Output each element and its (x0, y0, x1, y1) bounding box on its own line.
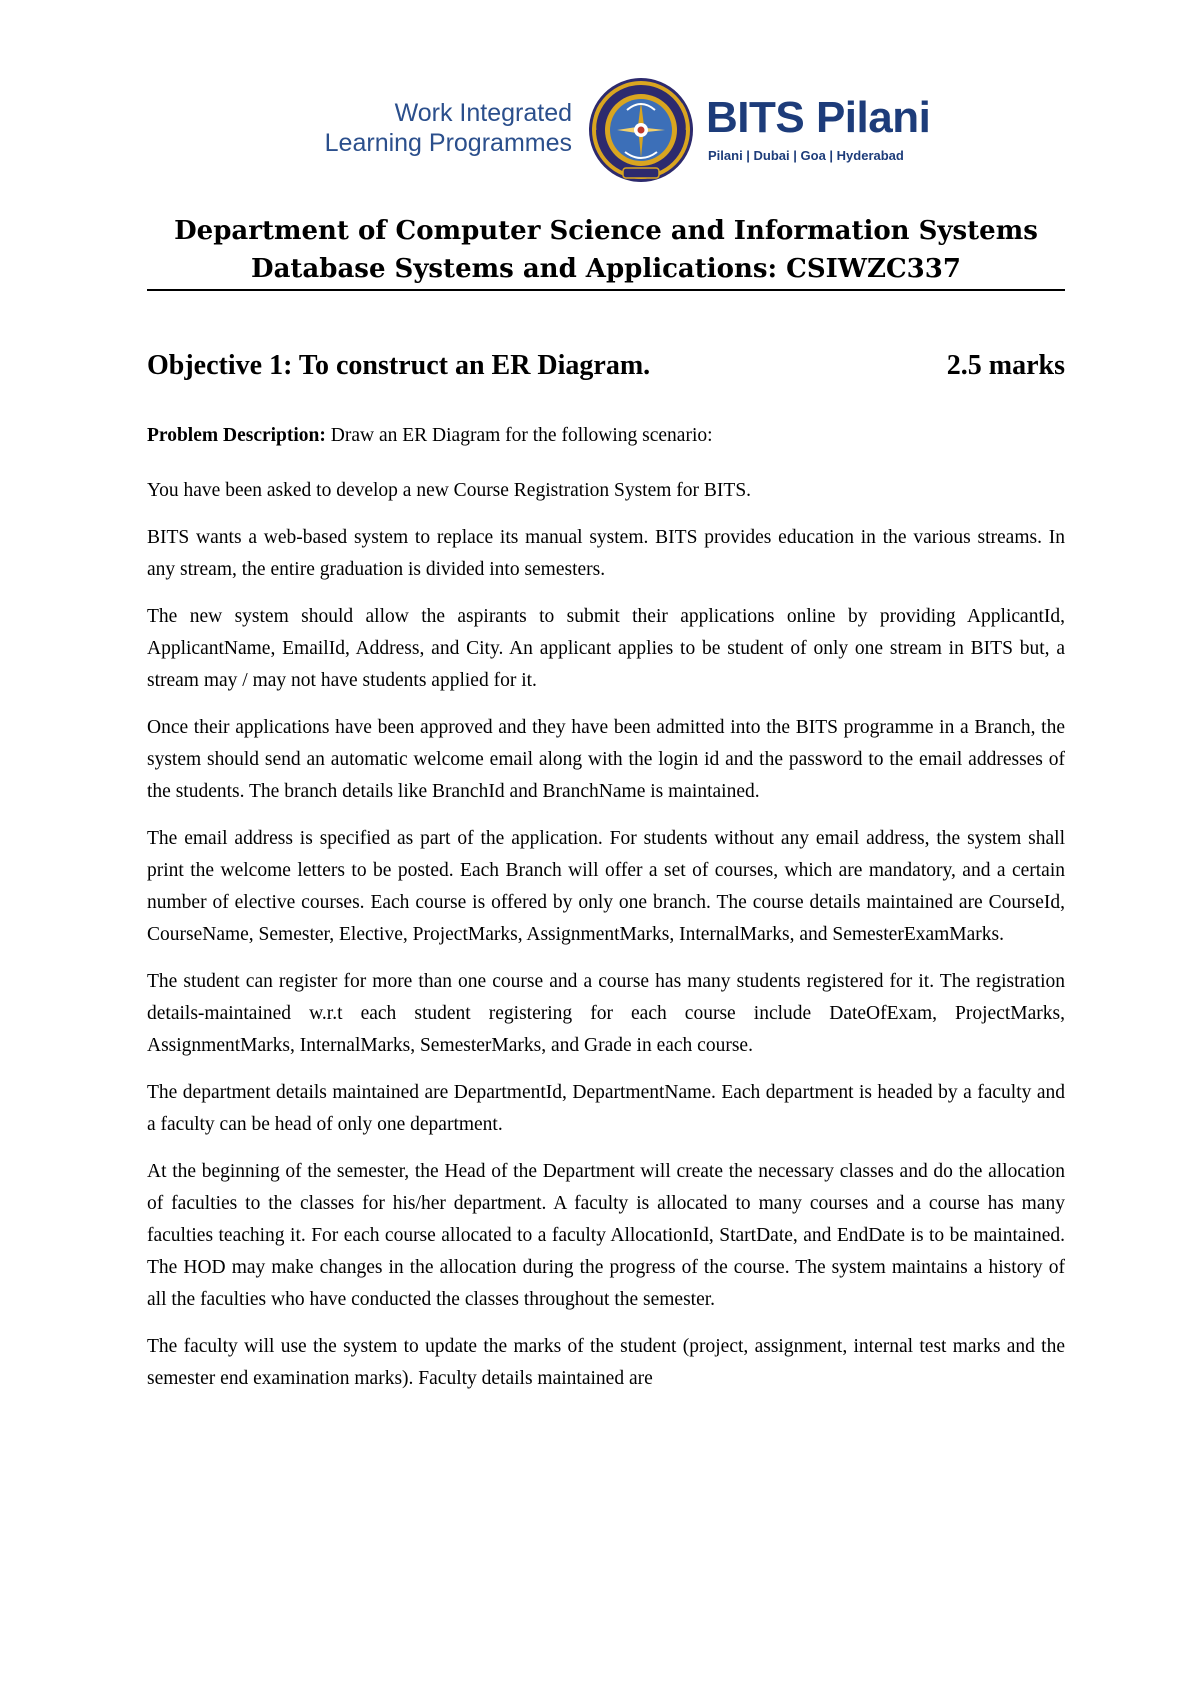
document-title (147, 212, 1065, 288)
problem-intro: Draw an ER Diagram for the following scenario: (325, 425, 713, 446)
bits-pilani-seal-icon (587, 76, 695, 186)
problem-label: Problem Description: (147, 425, 326, 446)
objective-marks: 2.5 marks (946, 350, 1065, 381)
course-title: Database Systems and Applications: CSIWZC337 (251, 254, 961, 284)
institute-campuses: Pilani | Dubai | Goa | Hyderabad (708, 148, 904, 163)
paragraph-7: The department details maintained are DepartmentId, DepartmentName. Each department is headed by a faculty and a faculty can be head of only one department. (147, 1082, 1065, 1135)
institute-name: BITS Pilani (706, 93, 931, 142)
problem-body (147, 420, 1065, 1410)
paragraph-4: Once their applications have been approved and they have been admitted into the BITS programme in a Branch, the system should send an automatic welcome email along with the login id and the password to the email addresses of the students. The branch details like BranchId and BranchName is maintained. (147, 717, 1065, 802)
paragraph-6: The student can register for more than one course and a course has many students registered for it. The registration details-maintained w.r.t each student registering for each course include DateOfExam, ProjectMarks, AssignmentMarks, InternalMarks, SemesterMarks, and Grade in each course. (147, 971, 1065, 1056)
department-title: Department of Computer Science and Information Systems (174, 216, 1038, 246)
title-divider (147, 289, 1065, 291)
program-line-2: Learning Programmes (324, 129, 572, 157)
problem-description (147, 420, 1065, 452)
objective-heading (147, 348, 1065, 384)
paragraph-3: The new system should allow the aspirants to submit their applications online by providing ApplicantId, ApplicantName, EmailId, Address, and City. An applicant applies to be student of only one stream in BITS but, a stream may / may not have students applied for it. (147, 606, 1065, 691)
header-branding (300, 72, 940, 192)
program-line-1: Work Integrated (394, 99, 572, 127)
paragraph-5: The email address is specified as part of the application. For students without any email address, the system shall print the welcome letters to be posted. Each Branch will offer a set of courses, which are mandatory, and a certain number of elective courses. Each course is offered by only one branch. The course details maintained are CourseId, CourseName, Semester, Elective, ProjectMarks, AssignmentMarks, InternalMarks, and SemesterExamMarks. (147, 828, 1065, 945)
paragraph-8: At the beginning of the semester, the Head of the Department will create the necessary classes and do the allocation of faculties to the classes for his/her department. A faculty is allocated to many courses and a course has many faculties teaching it. For each course allocated to a faculty AllocationId, StartDate, and EndDate is to be maintained. The HOD may make changes in the allocation during the progress of the course. The system maintains a history of all the faculties who have conducted the classes throughout the semester. (147, 1161, 1065, 1310)
paragraph-9: The faculty will use the system to update the marks of the student (project, assignment, internal test marks and the semester end examination marks). Faculty details maintained are (147, 1336, 1065, 1389)
objective-label: Objective 1: To construct an ER Diagram. (147, 350, 651, 381)
paragraph-1: You have been asked to develop a new Course Registration System for BITS. (147, 480, 752, 501)
paragraph-2: BITS wants a web-based system to replace its manual system. BITS provides education in the various streams. In any stream, the entire graduation is divided into semesters. (147, 527, 1065, 580)
program-name (312, 98, 572, 158)
